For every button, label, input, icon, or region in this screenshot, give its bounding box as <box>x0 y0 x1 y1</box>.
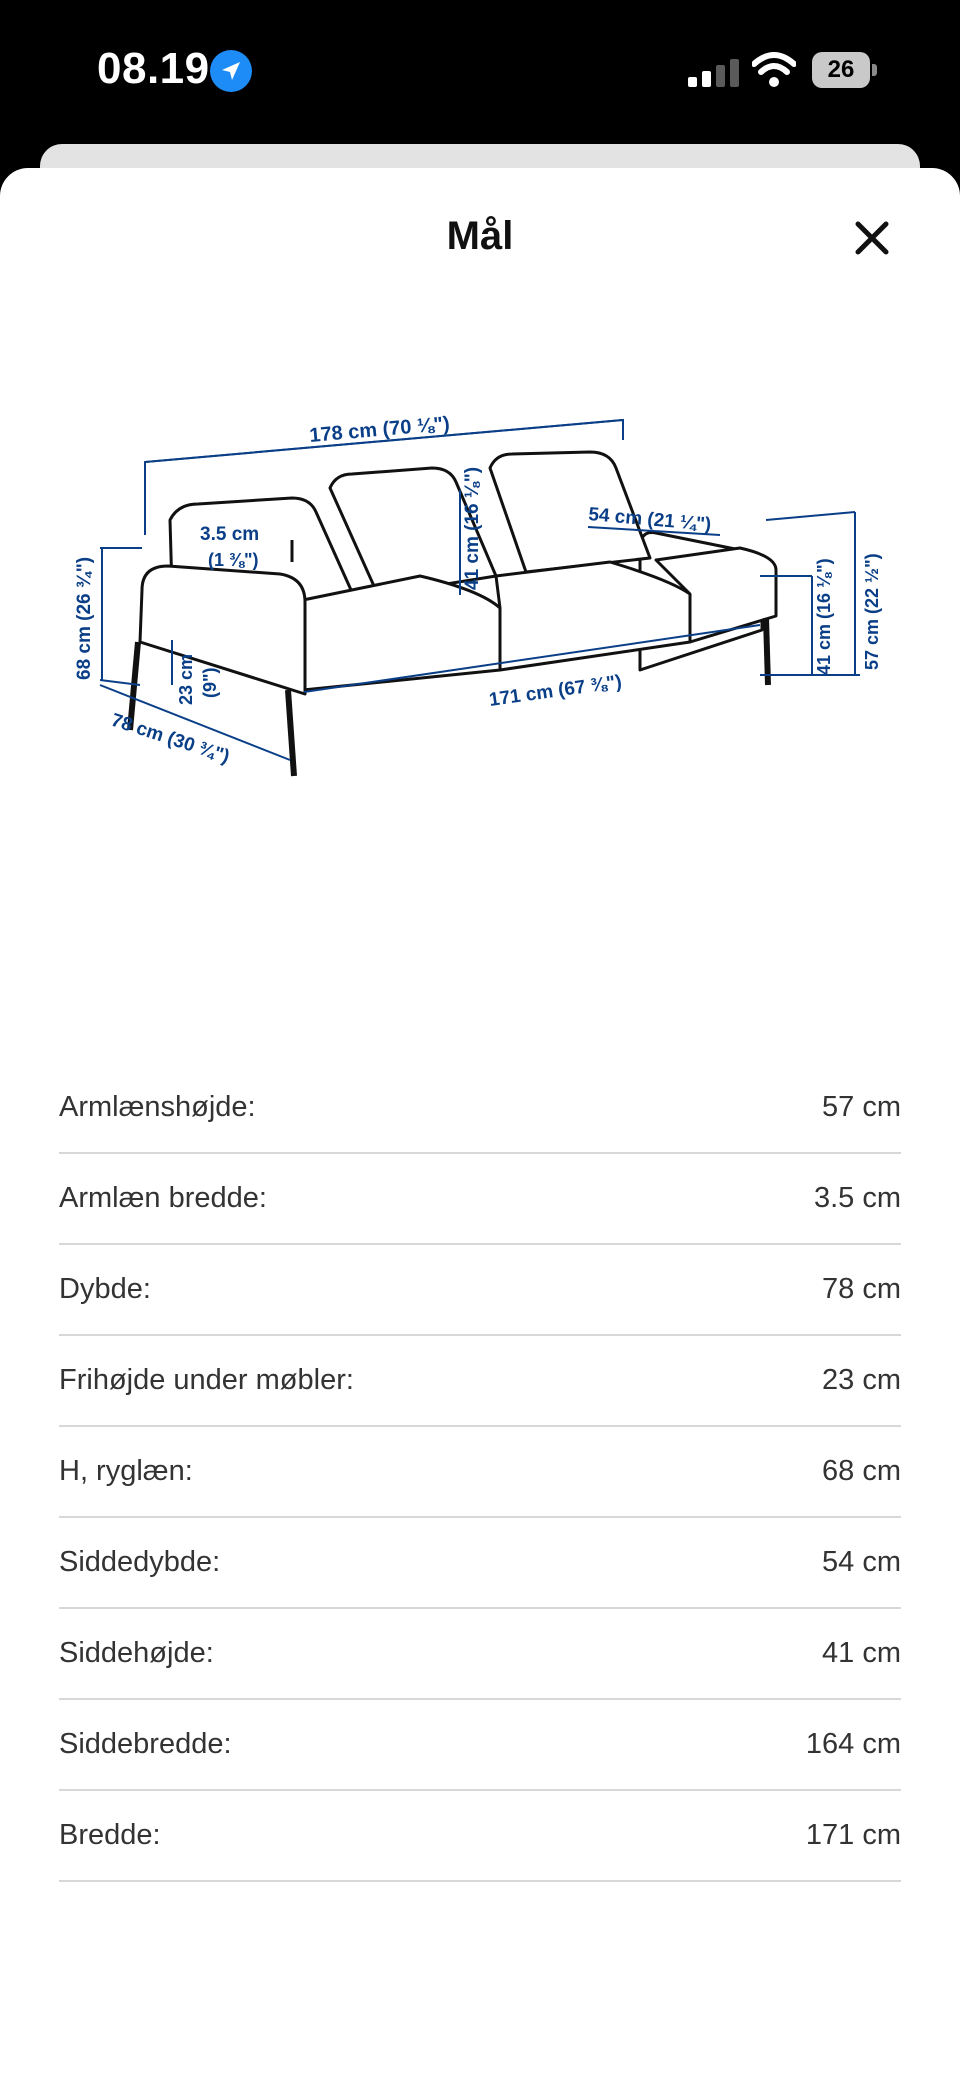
label-clearance-in: (9") <box>200 667 220 698</box>
wifi-icon <box>752 52 796 88</box>
dimension-value: 54 cm <box>822 1546 901 1578</box>
list-item <box>59 1518 901 1609</box>
label-seat-height: 41 cm (16 ⅛") <box>814 558 834 675</box>
dimension-label: Siddebredde: <box>59 1728 232 1760</box>
dimension-value: 57 cm <box>822 1091 901 1123</box>
list-item <box>59 1154 901 1245</box>
dimension-value: 3.5 cm <box>813 1182 901 1214</box>
close-button[interactable] <box>848 214 896 262</box>
dimension-value: 164 cm <box>805 1728 901 1760</box>
sofa-dimension-diagram <box>60 380 900 830</box>
label-arm-height: 57 cm (22 ½") <box>862 553 882 670</box>
label-arm-width-in: (1 ⅜") <box>208 550 259 570</box>
dimension-value: 68 cm <box>822 1455 901 1487</box>
dimension-value: 78 cm <box>822 1273 901 1305</box>
status-bar <box>0 0 960 140</box>
dimension-label: Dybde: <box>59 1273 151 1305</box>
label-clearance-cm: 23 cm <box>176 653 196 705</box>
sheet-title: Mål <box>446 214 514 258</box>
label-seat-depth: 54 cm (21 ¼") <box>587 504 713 536</box>
cellular-signal-icon <box>688 59 740 87</box>
close-icon <box>848 214 896 262</box>
dimension-label: H, ryglæn: <box>59 1455 193 1487</box>
dimensions-list <box>59 1063 901 1882</box>
dimension-label: Siddehøjde: <box>59 1637 214 1669</box>
list-item <box>59 1609 901 1700</box>
dimension-value: 41 cm <box>822 1637 901 1669</box>
list-item <box>59 1427 901 1518</box>
battery-level: 26 <box>812 52 870 88</box>
label-seat-width: 171 cm (67 ⅜") <box>487 671 624 711</box>
dimension-label: Armlæn bredde: <box>59 1182 267 1214</box>
label-back-height: 68 cm (26 ¾") <box>74 556 95 680</box>
dimension-value: 23 cm <box>822 1364 901 1396</box>
label-total-width: 178 cm (70 ⅛") <box>308 412 451 447</box>
location-arrow-icon <box>210 50 252 92</box>
battery-icon <box>812 52 876 88</box>
dimension-label: Siddedybde: <box>59 1546 221 1578</box>
list-item <box>59 1336 901 1427</box>
dimension-value: 171 cm <box>805 1819 901 1851</box>
label-back-cushion-height: 41 cm (16 ⅛") <box>462 466 483 590</box>
dimension-label: Bredde: <box>59 1819 161 1851</box>
list-item <box>59 1063 901 1154</box>
list-item <box>59 1700 901 1791</box>
label-depth: 78 cm (30 ¾") <box>108 709 232 768</box>
list-item <box>59 1791 901 1882</box>
list-item <box>59 1245 901 1336</box>
sofa-illustration <box>130 452 776 776</box>
status-time: 08.19 <box>97 44 210 93</box>
label-arm-width-cm: 3.5 cm <box>200 524 260 545</box>
dimension-label: Armlænshøjde: <box>59 1091 256 1123</box>
dimension-label: Frihøjde under møbler: <box>59 1364 354 1396</box>
